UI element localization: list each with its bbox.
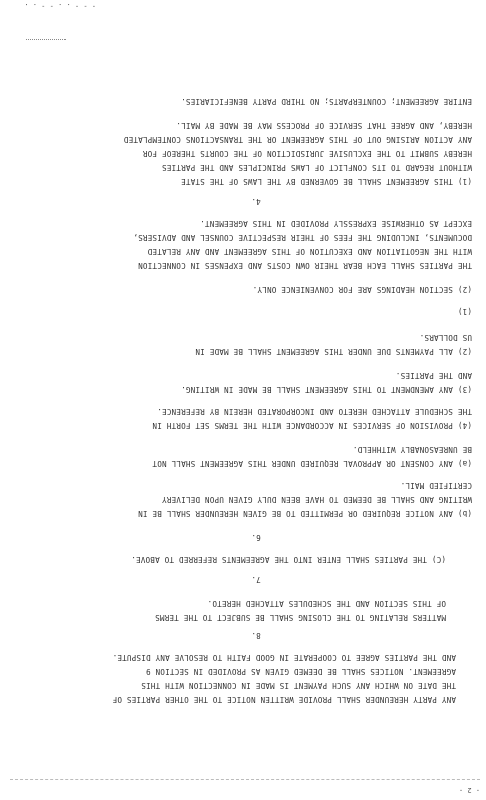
text-line-27: EXCEPT AS OTHERWISE EXPRESSLY PROVIDED IN THIS AGREEMENT. xyxy=(200,219,472,228)
text-line-24: THE PARTIES SHALL EACH BEAR THEIR OWN COSTS AND EXPENSES IN CONNECTION xyxy=(137,261,472,270)
text-line-17: THE SCHEDULE ATTACHED HERETO AND INCORPORATED HEREIN BY REFERENCE. xyxy=(157,407,472,416)
text-line-14: (a) ANY CONSENT OR APPROVAL REQUIRED UNDER THIS AGREEMENT SHALL NOT xyxy=(152,459,472,468)
text-line-25: WITH THE NEGOTIATION AND EXECUTION OF THIS AGREEMENT AND ANY RELATED xyxy=(147,247,472,256)
text-line-21: US DOLLARS. xyxy=(419,333,472,342)
section-number-6: 6. xyxy=(251,533,261,542)
text-line-9: (C) THE PARTIES SHALL ENTER INTO THE AGREEMENTS REFERRED TO ABOVE. xyxy=(131,555,446,564)
text-line-33: HEREBY, AND AGREE THAT SERVICE OF PROCESS MAY BE MADE BY MAIL. xyxy=(176,121,472,130)
text-line-16: (4) PROVISION OF SERVICES IN ACCORDANCE WITH THE TERMS SET FORTH IN xyxy=(152,421,472,430)
section-number-4: 4. xyxy=(251,197,261,206)
page-number: - 2 - xyxy=(458,786,480,794)
text-line-32: ANY ACTION ARISING OUT OF THIS AGREEMENT OR THE TRANSACTIONS CONTEMPLATED xyxy=(123,135,472,144)
text-line-29: (1) THIS AGREEMENT SHALL BE GOVERNED BY THE LAWS OF THE STATE xyxy=(180,177,472,186)
text-line-19: AND THE PARTIES. xyxy=(395,371,472,380)
text-line-20: (2) ALL PAYMENTS DUE UNDER THIS AGREEMENT SHALL BE MADE IN xyxy=(195,347,472,356)
text-line-34: ENTIRE AGREEMENT; COUNTERPARTS; NO THIRD PARTY BENEFICIARIES. xyxy=(180,97,472,106)
text-line-12: WRITING AND SHALL BE DEEMED TO HAVE BEEN DULY GIVEN UPON DELIVERY xyxy=(161,495,472,504)
text-line-2: THE DATE ON WHICH ANY SUCH PAYMENT IS MADE IN CONNECTION WITH THIS xyxy=(141,681,456,690)
scan-noise-dots xyxy=(26,38,66,40)
bottom-rule xyxy=(10,779,480,780)
text-line-6: MATTERS RELATING TO THE CLOSING SHALL BE SUBJECT TO THE TERMS xyxy=(154,613,446,622)
text-line-18: (3) ANY AMENDMENT TO THIS AGREEMENT SHALL BE MADE IN WRITING. xyxy=(180,385,472,394)
text-line-22: (1) xyxy=(457,307,472,316)
text-line-26: DOCUMENTS, INCLUDING THE FEES OF THEIR RESPECTIVE COUNSEL AND ADVISERS, xyxy=(133,233,472,242)
text-line-11: (b) ANY NOTICE REQUIRED OR PERMITTED TO BE GIVEN HEREUNDER SHALL BE IN xyxy=(137,509,472,518)
text-line-15: BE UNREASONABLY WITHHELD. xyxy=(352,445,472,454)
text-line-3: AGREEMENT. NOTICES SHALL BE DEEMED GIVEN AS PROVIDED IN SECTION 9 xyxy=(145,667,456,676)
text-line-7: OF THIS SECTION AND THE SCHEDULES ATTACHED HERETO. xyxy=(207,599,446,608)
text-line-30: WITHOUT REGARD TO ITS CONFLICT OF LAWS PRINCIPLES AND THE PARTIES xyxy=(161,163,472,172)
text-line-23: (2) SECTION HEADINGS ARE FOR CONVENIENCE ONLY. xyxy=(252,285,472,294)
text-line-1: ANY PARTY HEREUNDER SHALL PROVIDE WRITTEN NOTICE TO THE OTHER PARTIES OF xyxy=(112,695,456,704)
section-number-8: 8. xyxy=(251,631,261,640)
text-line-4: AND THE PARTIES AGREE TO COOPERATE IN GOOD FAITH TO RESOLVE ANY DISPUTE. xyxy=(112,653,456,662)
section-number-7: 7. xyxy=(251,575,261,584)
text-line-13: CERTIFIED MAIL. xyxy=(400,481,472,490)
text-line-31: HEREBY SUBMIT TO THE EXCLUSIVE JURISDICTION OF THE COURTS THEREOF FOR xyxy=(142,149,472,158)
header-marks: - - - . . - - . . xyxy=(24,2,96,10)
